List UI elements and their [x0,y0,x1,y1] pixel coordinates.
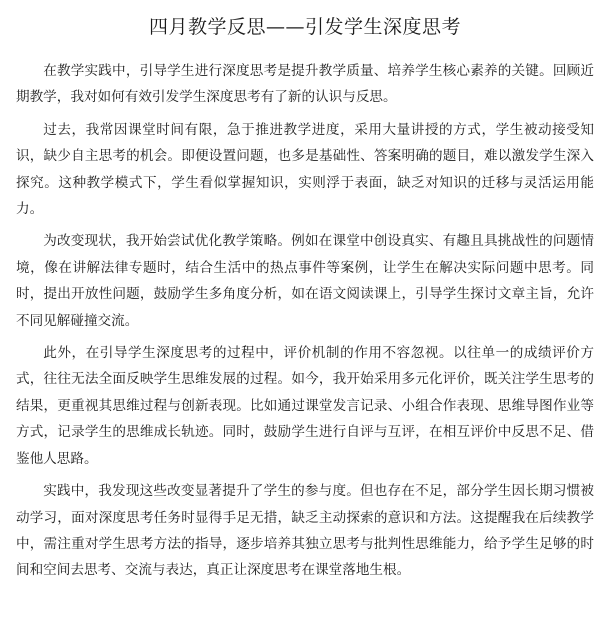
document-body [16,58,594,584]
paragraph-intro: 在教学实践中，引导学生进行深度思考是提升教学质量、培养学生核心素养的关键。回顾近期教学，我对如何有效引发学生深度思考有了新的认识与反思。 [16,63,594,106]
paragraph-reflection: 实践中，我发现这些改变显著提升了学生的参与度。但也存在不足，部分学生因长期习惯被动学习，面对深度思考任务时显得手足无措，缺乏主动探索的意识和方法。这提醒我在后续教学中，需注重对学生思考方法的指导，逐步培养其独立思考与批判性思维能力，给予学生足够的时间和空间去思考、交流与表达，真正让深度思考在课堂落地生根。 [16,483,594,579]
paragraph-past-problems: 过去，我常因课堂时间有限，急于推进教学进度，采用大量讲授的方式，学生被动接受知识，缺少自主思考的机会。即便设置问题，也多是基础性、答案明确的题目，难以激发学生深入探究。这种教学模式下，学生看似掌握知识，实则浮于表面，缺乏对知识的迁移与灵活运用能力。 [16,121,594,218]
paragraph-evaluation: 此外，在引导学生深度思考的过程中，评价机制的作用不容忽视。以往单一的成绩评价方式，往往无法全面反映学生思维发展的过程。如今，我开始采用多元化评价，既关注学生思考的结果，更重视其思维过程与创新表现。比如通过课堂发言记录、小组合作表现、思维导图作业等方式，记录学生的思维成长轨迹。同时，鼓励学生进行自评与互评，在相互评价中反思不足、借鉴他人思路。 [16,345,594,467]
paragraph-strategies: 为改变现状，我开始尝试优化教学策略。例如在课堂中创设真实、有趣且具挑战性的问题情境，像在讲解法律专题时，结合生活中的热点事件等案例，让学生在解决实际问题中思考。同时，提出开放性问题，鼓励学生多角度分析，如在语文阅读课上，引导学生探讨文章主旨，允许不同见解碰撞交流。 [16,233,594,329]
document-title: 四月教学反思——引发学生深度思考 [148,16,461,38]
